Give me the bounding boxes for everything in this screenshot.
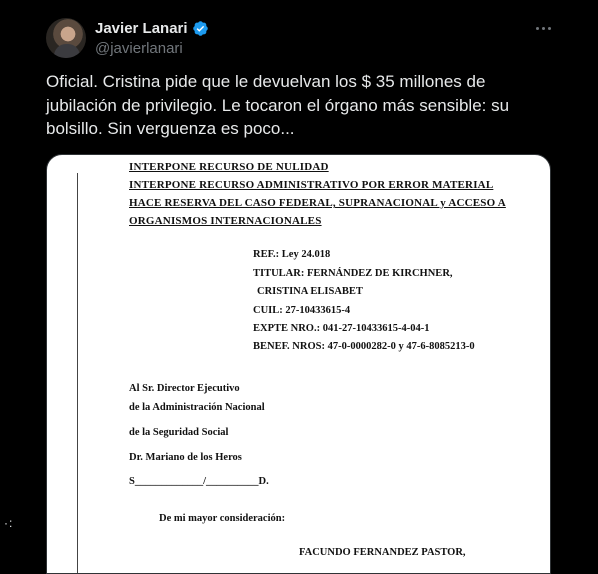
more-dot-icon — [542, 27, 545, 30]
tweet-text: Oficial. Cristina pide que le devuelvan los $ 35 millones de jubilación de privilegio. Le tocaron el órgano más sensible: su bolsillo. Sin verguenza es poco... — [46, 72, 514, 138]
doc-heading: INTERPONE RECURSO ADMINISTRATIVO POR ERROR MATERIAL — [129, 179, 494, 191]
doc-heading: ORGANISMOS INTERNACIONALES — [129, 215, 322, 227]
doc-ref-line: EXPTE NRO.: 041-27-10433615-4-04-1 — [253, 323, 430, 334]
doc-ref-line: REF.: Ley 24.018 — [253, 249, 331, 260]
doc-greeting: De mi mayor consideración: — [159, 513, 286, 524]
doc-heading: HACE RESERVA DEL CASO FEDERAL, SUPRANACIONAL y ACCESO A — [129, 197, 506, 209]
left-overflow-text: ·: — [4, 516, 14, 530]
document-scan — [47, 155, 550, 573]
doc-address-line: de la Seguridad Social — [129, 427, 229, 438]
doc-ref-line: TITULAR: FERNÁNDEZ DE KIRCHNER, — [253, 268, 453, 279]
doc-address-line: Al Sr. Director Ejecutivo — [129, 383, 240, 394]
tweet-media-image[interactable] — [46, 154, 551, 574]
more-dot-icon — [536, 27, 539, 30]
verified-badge-icon — [192, 20, 209, 37]
avatar[interactable] — [46, 18, 86, 58]
doc-address-line: Dr. Mariano de los Heros — [129, 452, 242, 463]
doc-signature-line: FACUNDO FERNANDEZ PASTOR, — [299, 547, 466, 558]
more-options-button[interactable] — [531, 16, 555, 40]
doc-heading: INTERPONE RECURSO DE NULIDAD — [129, 161, 329, 173]
doc-address-line: de la Administración Nacional — [129, 402, 265, 413]
doc-ref-line: BENEF. NROS: 47-0-0000282-0 y 47-6-8085213-0 — [253, 341, 475, 352]
doc-ref-line: CUIL: 27-10433615-4 — [253, 305, 351, 316]
document-margin-line — [77, 173, 78, 573]
author-display-name[interactable]: Javier Lanari — [95, 20, 188, 37]
author-name-row — [95, 20, 209, 37]
author-handle[interactable]: @javierlanari — [95, 40, 183, 57]
doc-ref-line: CRISTINA ELISABET — [257, 286, 363, 297]
more-dot-icon — [548, 27, 551, 30]
doc-date-line: S_____________/__________D. — [129, 476, 269, 487]
